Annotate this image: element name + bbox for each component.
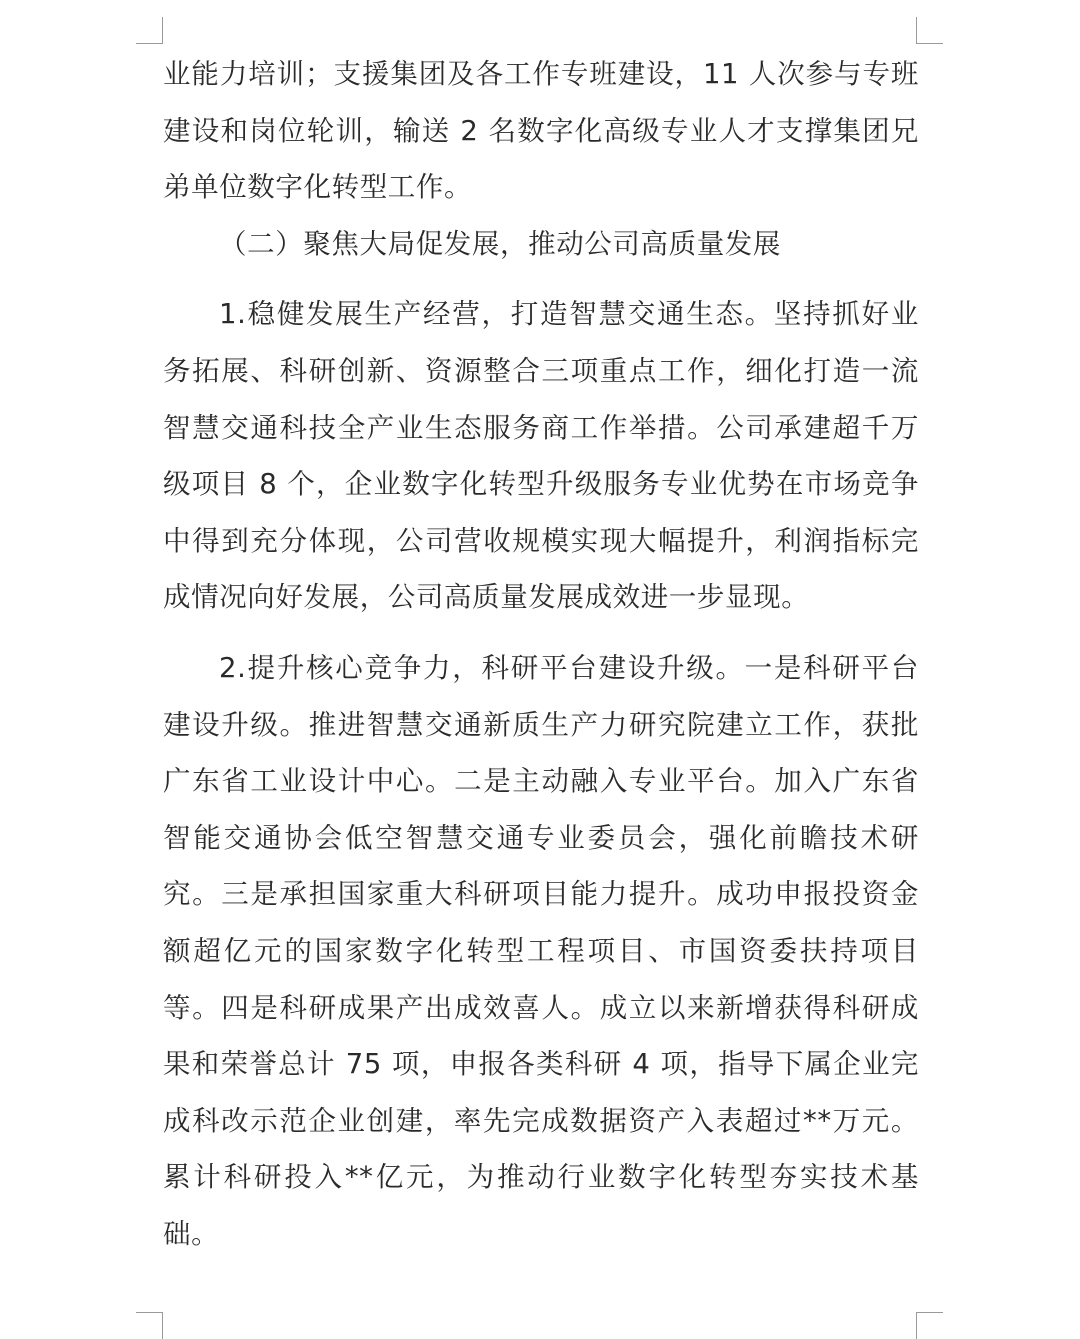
margin-mark-bottom-right xyxy=(916,1312,943,1339)
section-heading: （二）聚焦大局促发展，推动公司高质量发展 xyxy=(219,227,781,260)
document-body xyxy=(163,46,919,1262)
margin-mark-bottom-left xyxy=(136,1312,163,1339)
margin-mark-top-right xyxy=(916,17,943,44)
paragraph-continuation: 业能力培训；支援集团及各工作专班建设，11 人次参与专班建设和岗位轮训，输送 2 名数字化高级专业人才支撑集团兄弟单位数字化转型工作。 xyxy=(163,58,919,204)
paragraph-item-2: 2.提升核心竞争力，科研平台建设升级。一是科研平台建设升级。推进智慧交通新质生产力研究院建立工作，获批广东省工业设计中心。二是主动融入专业平台。加入广东省智能交通协会低空智慧交通专业委员会，强化前瞻技术研究。三是承担国家重大科研项目能力提升。成功申报投资金额超亿元的国家数字化转型工程项目、市国资委扶持项目等。四是科研成果产出成效喜人。成立以来新增获得科研成果和荣誉总计 75 项，申报各类科研 4 项，指导下属企业完成科改示范企业创建，率先完成数据资产入表超过**万元。累计科研投入**亿元，为推动行业数字化转型夯实技术基础。 xyxy=(163,651,919,1250)
margin-mark-top-left xyxy=(136,17,163,44)
paragraph-item-1: 1.稳健发展生产经营，打造智慧交通生态。坚持抓好业务拓展、科研创新、资源整合三项重点工作，细化打造一流智慧交通科技全产业生态服务商工作举措。公司承建超千万级项目 8 个，企业数字化转型升级服务专业优势在市场竞争中得到充分体现，公司营收规模实现大幅提升，利润指标完成情况向好发展，公司高质量发展成效进一步显现。 xyxy=(163,298,919,614)
